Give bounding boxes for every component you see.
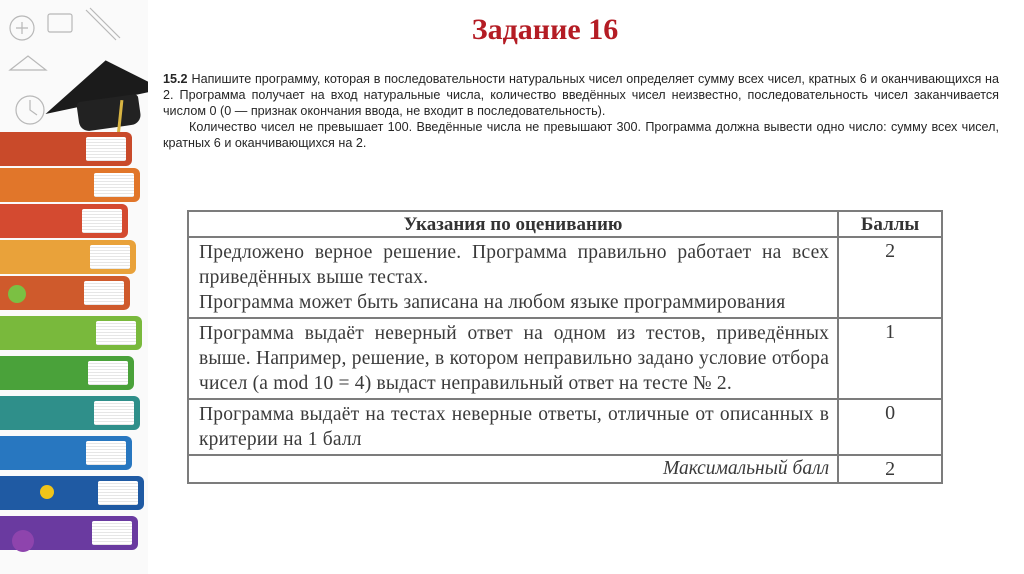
book-icon [0, 316, 142, 350]
criteria-text: Предложено верное решение. Программа правильно работает на всех приведённых выше тестах. [199, 242, 830, 288]
book-icon [0, 168, 140, 202]
points-cell: 1 [838, 318, 942, 399]
table-header-row [188, 211, 942, 237]
task-text-1: Напишите программу, которая в последовательности натуральных чисел определяет сумму всех чисел, кратных 6 и оканчивающихся на 2. Программа получает на вход натуральные числа, количество введённых чисел неизвестно, последовательность чисел заканчивается числом 0 (0 — признак окончания ввода, не входит в последовательность). [163, 72, 999, 118]
criteria-note: Программа может быть записана на любом языке программирования [199, 292, 786, 313]
book-icon [0, 476, 144, 510]
book-icon [0, 240, 136, 274]
table-row [188, 399, 942, 455]
decorative-books-illustration [0, 0, 148, 574]
max-score-row [188, 455, 942, 483]
decorative-dot [12, 530, 34, 552]
criteria-cell: Программа выдаёт на тестах неверные ответы, отличные от описанных в критерии на 1 балл [188, 399, 838, 455]
decorative-dot [8, 285, 26, 303]
page-title: Задание 16 [471, 13, 619, 46]
criteria-cell: Программа выдаёт неверный ответ на одном из тестов, приведённых выше. Например, решение, в котором неправильно задано условие отбора чисел (a mod 10 = 4) выдаст неправильный ответ на тесте № 2. [188, 318, 838, 399]
book-icon [0, 436, 132, 470]
task-paragraph-2: Количество чисел не превышает 100. Введённые числа не превышают 300. Программа должна вывести одно число: сумму всех чисел, кратных 6 и оканчивающихся на 2. [163, 120, 999, 150]
points-cell: 2 [838, 237, 942, 318]
decorative-dot [40, 485, 54, 499]
grading-table [187, 210, 943, 484]
table-row [188, 237, 942, 318]
criteria-cell [188, 237, 838, 318]
criteria-header: Указания по оцениванию [188, 211, 838, 237]
max-score-label: Максимальный балл [188, 455, 838, 483]
book-icon [0, 204, 128, 238]
points-cell: 0 [838, 399, 942, 455]
max-score-value: 2 [838, 455, 942, 483]
book-icon [0, 356, 134, 390]
task-number: 15.2 [163, 72, 188, 86]
table-row [188, 318, 942, 399]
book-icon [0, 132, 132, 166]
task-statement [163, 71, 999, 151]
task-paragraph-1 [163, 71, 999, 119]
points-header: Баллы [838, 211, 942, 237]
book-icon [0, 396, 140, 430]
